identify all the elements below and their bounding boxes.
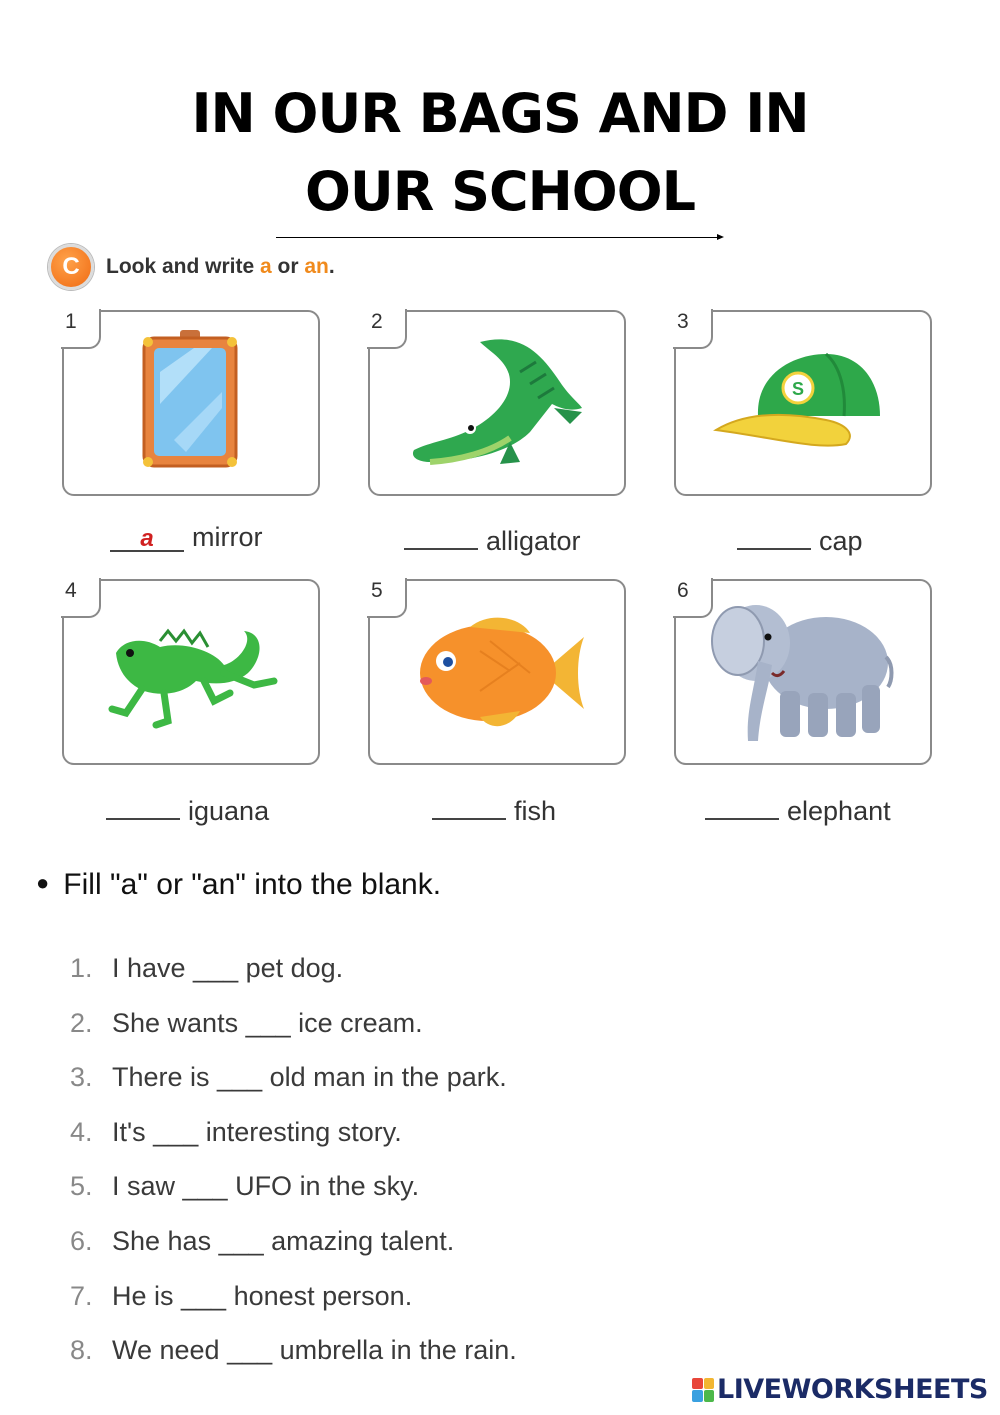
caption-word: fish [514,796,557,826]
exercise-heading-text: Fill "a" or "an" into the blank. [63,868,442,901]
caption-word: alligator [486,526,581,556]
sentence-text[interactable]: She wants ___ ice cream. [112,1007,423,1038]
card-number: 6 [677,579,689,602]
answer-blank-3[interactable] [737,522,811,550]
instruction-period: . [328,255,335,278]
item-number: 2. [70,1007,93,1038]
caption-iguana [106,792,269,827]
picture-card-cap [674,310,932,496]
answer-blank-4[interactable] [106,792,180,820]
list-item [70,1335,517,1390]
card-number: 4 [65,579,77,602]
instruction-an: an [304,255,329,278]
card-number: 3 [677,310,689,333]
caption-word: mirror [192,522,263,552]
picture-card-fish [368,579,626,765]
instruction-a: a [260,255,272,278]
picture-card-alligator [368,310,626,496]
fish-icon [370,581,628,767]
list-item [70,1008,517,1063]
alligator-icon [370,312,628,498]
item-number: 4. [70,1116,93,1147]
item-number: 8. [70,1335,93,1366]
iguana-icon [64,581,322,767]
section-badge: C [48,244,94,290]
list-item [70,953,517,1008]
sentence-text[interactable]: I saw ___ UFO in the sky. [112,1171,420,1202]
answer-blank-5[interactable] [432,792,506,820]
item-number: 7. [70,1280,93,1311]
answer-text: a [140,525,154,552]
sentence-text[interactable]: I have ___ pet dog. [112,953,344,983]
caption-mirror [110,522,262,553]
exercise-heading [36,868,441,902]
answer-blank-2[interactable] [404,522,478,550]
logo-mark-icon [692,1378,714,1402]
item-number: 3. [70,1062,93,1093]
caption-elephant [705,792,891,827]
card-number: 2 [371,310,383,333]
instruction [48,244,335,290]
caption-word: iguana [188,796,270,826]
item-number: 1. [70,953,93,983]
caption-alligator [404,522,581,557]
caption-word: elephant [787,796,891,826]
sentence-text[interactable]: There is ___ old man in the park. [112,1062,507,1093]
item-number: 5. [70,1171,93,1202]
caption-word: cap [819,526,863,556]
list-item [70,1117,517,1172]
answer-blank-1[interactable] [110,524,184,552]
svg-text:S: S [791,379,805,399]
list-item [70,1281,517,1336]
instruction-text [106,255,335,279]
title-underline [276,237,718,238]
card-number: 5 [371,579,383,602]
picture-card-elephant [674,579,932,765]
logo-text: LIVEWORKSHEETS [717,1374,988,1405]
cap-icon [676,312,934,498]
sentence-text[interactable]: It's ___ interesting story. [112,1116,402,1147]
picture-card-iguana [62,579,320,765]
list-item [70,1062,517,1117]
instruction-or: or [271,255,305,278]
sentence-list [70,953,517,1390]
list-item [70,1226,517,1281]
caption-cap [737,522,863,557]
elephant-icon [676,581,934,767]
caption-fish [432,792,556,827]
answer-blank-6[interactable] [705,792,779,820]
sentence-text[interactable]: He is ___ honest person. [112,1280,413,1311]
page-title-line-1: IN OUR BAGS AND IN [191,82,809,145]
list-item [70,1171,517,1226]
instruction-prefix: Look and write [106,255,261,278]
item-number: 6. [70,1225,93,1256]
bullet-icon: ● [36,870,50,895]
picture-card-mirror [62,310,320,496]
sentence-text[interactable]: We need ___ umbrella in the rain. [112,1335,517,1366]
liveworksheets-logo [692,1374,988,1405]
mirror-icon [64,312,322,498]
sentence-text[interactable]: She has ___ amazing talent. [112,1225,455,1256]
page-title-line-2: OUR SCHOOL [304,160,696,223]
card-number: 1 [65,310,77,333]
